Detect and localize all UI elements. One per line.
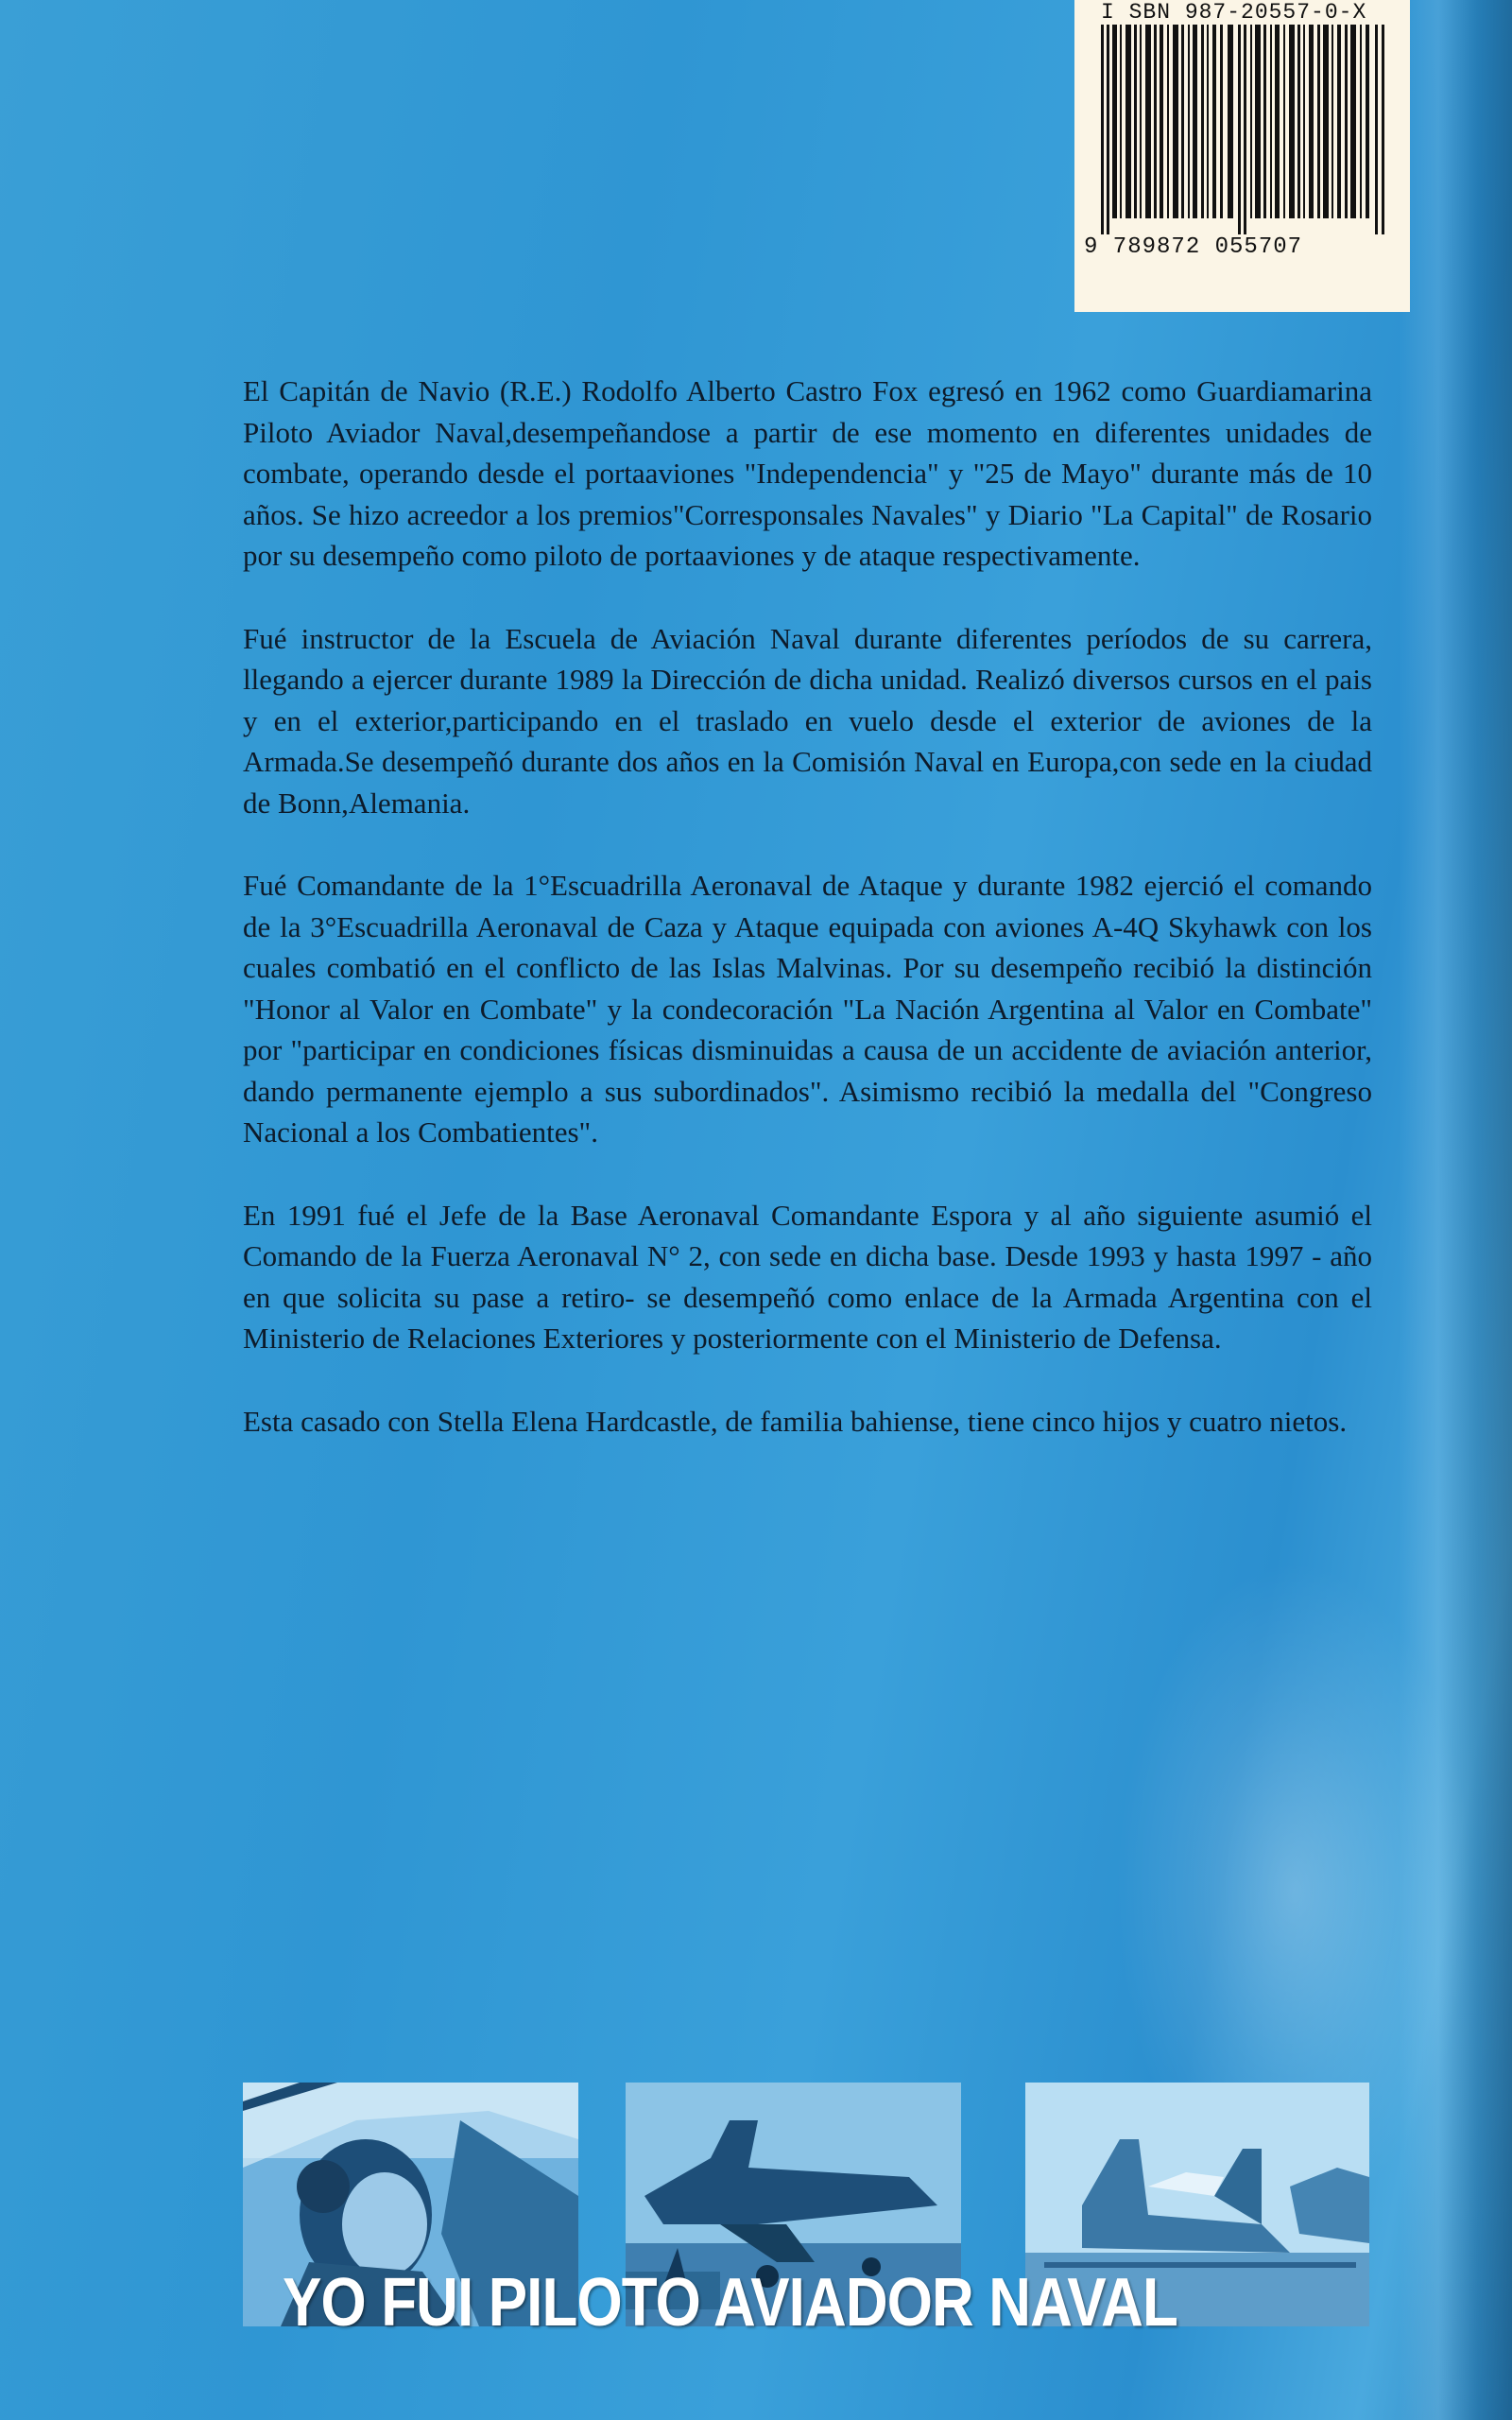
book-title-banner: YO FUI PILOTO AVIADOR NAVAL <box>283 2265 1178 2341</box>
bio-paragraph: Fué Comandante de la 1°Escuadrilla Aeronaval de Ataque y durante 1982 ejerció el comando de la 3°Escuadrilla Aeronaval de Caza y Ataque equipada con aviones A-4Q Skyhawk con los cuales combatió en el conflicto de las Islas Malvinas. Por su desempeño recibió la distinción "Honor al Valor en Combate" y la condecoración "La Nación Argentina al Valor en Combate" por "participar en condiciones físicas disminuidas a causa de un accidente de aviación anterior, dando permanente ejemplo a sus subordinados". Asimismo recibió la medalla del "Congreso Nacional a los Combatientes". <box>243 869 1372 1149</box>
author-biography <box>243 371 1372 1483</box>
isbn-number: I SBN 987-20557-0-X <box>1101 0 1367 25</box>
bio-paragraph: Fué instructor de la Escuela de Aviación Naval durante diferentes períodos de su carrera, llegando a ejercer durante 1989 la Dirección de dicha unidad. Realizó diversos cursos en el pais y en el exterior,participando en el traslado en vuelo desde el exterior de aviones de la Armada.Se desempeñó durante dos años en la Comisión Naval en Europa,con sede en la ciudad de Bonn,Alemania. <box>243 621 1372 820</box>
bio-paragraph: En 1991 fué el Jefe de la Base Aeronaval Comandante Espora y al año siguiente asumió el Comando de la Fuerza Aeronaval N° 2, con sede en dicha base. Desde 1993 y hasta 1997 - año en que solicita su pase a retiro- se desempeñó como enlace de la Armada Argentina con el Ministerio de Relaciones Exteriores y posteriormente con el Ministerio de Defensa. <box>243 1198 1372 1355</box>
isbn-barcode-label <box>1074 0 1410 312</box>
barcode-digits: 9 789872 055707 <box>1084 234 1303 260</box>
barcode-bars <box>1101 25 1386 234</box>
bio-paragraph: El Capitán de Navio (R.E.) Rodolfo Alberto Castro Fox egresó en 1962 como Guardiamarina Piloto Aviador Naval,desempeñandose a partir de ese momento en diferentes unidades de combate, operando desde el portaaviones "Independencia" y "25 de Mayo" durante más de 10 años. Se hizo acreedor a los premios"Corresponsales Navales" y Diario "La Capital" de Rosario por su desempeño como piloto de portaaviones y de ataque respectivamente. <box>243 374 1372 572</box>
bio-paragraph: Esta casado con Stella Elena Hardcastle, de familia bahiense, tiene cinco hijos y cuatro nietos. <box>243 1404 1348 1438</box>
